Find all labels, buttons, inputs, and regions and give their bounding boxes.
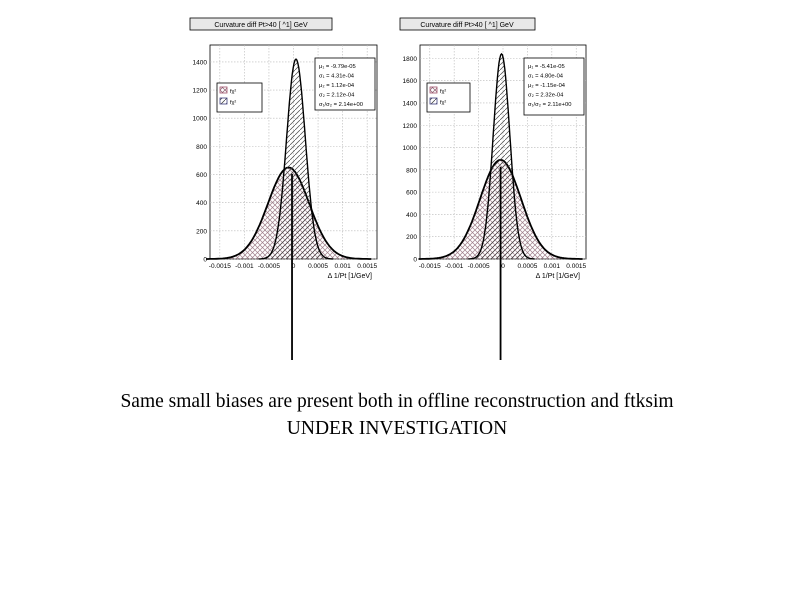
stat-line: μ₂ = -1.15e-04 xyxy=(528,83,566,89)
y-tick-label: 400 xyxy=(406,211,417,219)
y-tick-label: 1000 xyxy=(192,115,207,123)
x-tick-label: 0.0005 xyxy=(308,263,329,270)
stat-line: σ₁/σ₂ = 2.14e+00 xyxy=(319,102,363,108)
x-tick-label: -0.001 xyxy=(235,263,254,270)
y-tick-label: 600 xyxy=(406,189,417,197)
stat-line: σ₁ = 4.31e-04 xyxy=(319,73,355,80)
x-tick-label: -0.001 xyxy=(444,263,464,270)
x-tick-label: -0.0005 xyxy=(257,263,280,270)
stat-line: σ₂ = 2.32e-04 xyxy=(528,92,564,99)
y-tick-label: 1200 xyxy=(192,87,207,95)
x-tick-label: -0.0015 xyxy=(208,263,231,270)
caption-line-2: UNDER INVESTIGATION xyxy=(286,418,508,439)
x-tick-label: 0.0005 xyxy=(517,263,538,270)
y-tick-label: 1200 xyxy=(402,122,417,130)
stat-line: μ₁ = -9.79e-05 xyxy=(319,64,356,70)
y-tick-label: 1400 xyxy=(402,100,417,108)
legend-swatch xyxy=(220,87,227,93)
x-tick-label: -0.0005 xyxy=(467,263,490,270)
x-tick-label: 0 xyxy=(501,263,505,270)
x-tick-label: -0.0015 xyxy=(418,263,441,270)
legend-label: fχ² xyxy=(440,89,447,95)
chart-title: Curvature diff Pt>40 [ ^1] GeV xyxy=(420,22,514,29)
stat-line: σ₁ = 4.80e-04 xyxy=(528,73,564,80)
legend-swatch xyxy=(430,87,437,93)
y-tick-label: 800 xyxy=(406,167,417,175)
histogram-panel-left xyxy=(186,15,380,360)
stat-line: σ₂ = 2.12e-04 xyxy=(319,92,355,99)
y-tick-label: 1600 xyxy=(402,78,417,86)
x-tick-label: 0.001 xyxy=(543,263,560,270)
y-tick-label: 1800 xyxy=(402,55,417,63)
x-axis-label: Δ 1/Pt [1/GeV] xyxy=(327,273,372,280)
y-tick-label: 400 xyxy=(196,200,207,208)
y-tick-label: 200 xyxy=(196,228,207,236)
legend-label: fχ² xyxy=(230,89,237,95)
y-tick-label: 1000 xyxy=(402,145,417,153)
x-tick-label: 0.0015 xyxy=(566,263,587,270)
y-tick-label: 200 xyxy=(406,234,417,242)
y-tick-label: 0 xyxy=(413,256,417,264)
histogram-panel-right xyxy=(397,15,591,360)
x-tick-label: 0.0015 xyxy=(357,263,378,270)
legend-label: fχ² xyxy=(440,100,447,106)
legend-label: fχ² xyxy=(230,100,237,106)
x-tick-label: 0.001 xyxy=(334,263,351,270)
y-tick-label: 800 xyxy=(196,143,207,151)
caption-line-1: Same small biases are present both in offline reconstruction and ftksim xyxy=(120,391,674,412)
x-tick-label: 0 xyxy=(291,263,296,270)
stat-line: μ₁ = -5.41e-05 xyxy=(528,64,565,70)
y-tick-label: 600 xyxy=(196,172,207,180)
legend-swatch xyxy=(220,98,227,104)
stat-line: σ₁/σ₂ = 2.11e+00 xyxy=(528,102,572,108)
x-axis-label: Δ 1/Pt [1/GeV] xyxy=(535,273,580,280)
legend-swatch xyxy=(430,98,437,104)
stat-line: μ₂ = 1.12e-04 xyxy=(319,83,355,89)
y-tick-label: 1400 xyxy=(192,59,207,67)
y-tick-label: 0 xyxy=(203,256,207,264)
chart-title: Curvature diff Pt>40 [ ^1] GeV xyxy=(214,22,308,29)
